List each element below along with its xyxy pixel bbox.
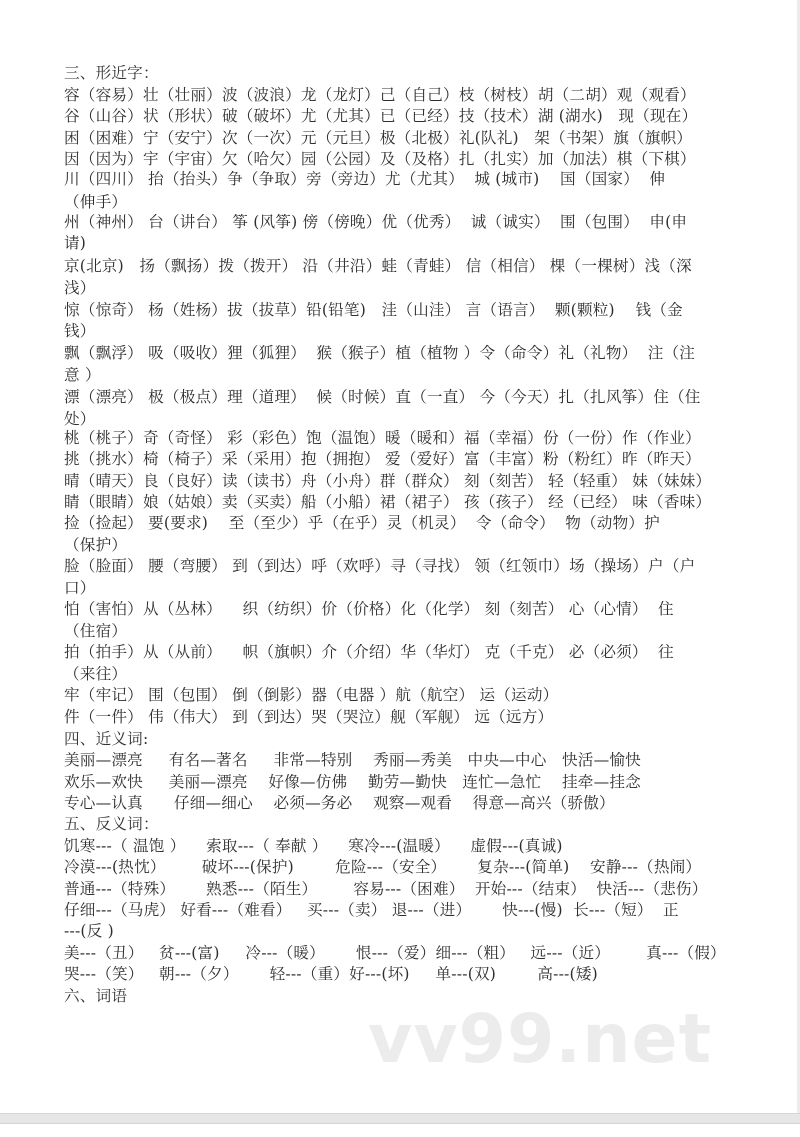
text-line: 普通---（特殊） 熟悉---（陌生） 容易---（困难） 开始---（结束） 快活---（悲伤） bbox=[64, 880, 708, 898]
text-line: 处） bbox=[64, 410, 96, 428]
text-line: 饥寒---（ 温饱 ） 索取---（ 奉献 ） 寒冷---(温暖） 虚假---(真诚) bbox=[64, 837, 563, 855]
text-line: 专心—认真 仔细—细心 必须—务必 观察—观看 得意—高兴（骄傲） bbox=[64, 794, 615, 812]
text-line: 件（一件） 伟（伟大） 到（到达）哭（哭泣）舰（军舰） 远（远方） bbox=[64, 708, 554, 726]
text-line: 欢乐—欢快 美丽—漂亮 好像—仿佛 勤劳—勤快 连忙—急忙 挂牵—挂念 bbox=[64, 773, 641, 791]
text-line: 哭---（笑） 朝---（夕） 轻---（重）好---(坏) 单---(双) 高---(矮) bbox=[64, 965, 598, 983]
text-line: 因（因为）宇（宇宙）欠（哈欠）园（公园）及（及格）扎（扎实）加（加法）棋（下棋） bbox=[64, 150, 696, 168]
text-line: （保护） bbox=[64, 536, 128, 554]
text-line: 桃（桃子）奇（奇怪） 彩（彩色）饱（温饱）暖（暖和）福（幸福）份（一份）作（作业） bbox=[64, 429, 701, 447]
text-line: （住宿） bbox=[64, 622, 128, 640]
text-line: 容（容易）壮（壮丽）波（波浪）龙（龙灯）己（自己）枝（树枝）胡（二胡）观（观看） bbox=[64, 86, 696, 104]
watermark: vv99.net bbox=[368, 1000, 713, 1079]
text-line: 谷（山谷）状（形状）破（破坏）尤（尤其）已（已经）技（技术）湖 (湖水) 现（现在） bbox=[64, 107, 698, 125]
text-line: （伸手） bbox=[64, 193, 128, 211]
text-line: 京(北京) 扬（飘扬）拨（拨开） 沿（井沿）蛙（青蛙） 信（相信） 棵（一棵树）浅（深 bbox=[64, 257, 692, 275]
text-line: 美丽—漂亮 有名—著名 非常—特别 秀丽—秀美 中央—中心 快活—愉快 bbox=[64, 751, 641, 769]
text-line: （来往） bbox=[64, 665, 128, 683]
text-line: 困（困难）宁（安宁）次（一次）元（元旦）极（北极）礼(队礼) 架（书架）旗（旗帜） bbox=[64, 129, 693, 147]
text-line: 意 ） bbox=[64, 366, 101, 384]
text-line: 仔细---（马虎） 好看---（难看） 买---（卖） 退---（进） 快---(慢) 长---（短） 正 bbox=[64, 901, 679, 919]
text-line: 拍（拍手）从（从前） 帜（旗帜）介（介绍）华（华灯） 克（千克） 必（必须） 往 bbox=[64, 643, 674, 661]
text-line: ---(反 ) bbox=[64, 922, 114, 940]
text-line: 美---（丑） 贫---(富) 冷---（暖） 恨---（爱）细---（粗） 远---（近） 真---（假） bbox=[64, 944, 726, 962]
section-heading-synonyms: 四、近义词: bbox=[64, 730, 149, 748]
text-line: 睛（眼睛）娘（姑娘）卖（买卖）船（小船）裙（裙子） 孩（孩子） 经（已经） 味（香味） bbox=[64, 493, 712, 511]
text-line: 请) bbox=[64, 234, 87, 252]
text-line: 晴（晴天）良（良好）读（读书）舟（小舟）群（群众） 刻（刻苦） 轻（轻重） 妹（妹妹） bbox=[64, 472, 712, 490]
text-line: 挑（挑水）椅（椅子）采（采用）抱（拥抱） 爱（爱好）富（丰富）粉（粉红）昨（昨天） bbox=[64, 450, 701, 468]
text-line: 浅） bbox=[64, 279, 96, 297]
text-line: 冷漠---(热忱） 破坏---(保护) 危险---（安全） 复杂---(简单) 安静---（热闹） bbox=[64, 858, 702, 876]
text-line: 惊（惊奇） 杨（姓杨）拔（拔草）铅(铅笔) 洼（山洼） 言（语言） 颗(颗粒) 钱（金 bbox=[64, 301, 683, 319]
text-line: 脸（脸面） 腰（弯腰） 到（到达）呼（欢呼）寻（寻找） 领（红领巾）场（操场）户（户 bbox=[64, 557, 696, 575]
text-line: 口） bbox=[64, 579, 96, 597]
text-line: 漂（漂亮） 极（极点）理（道理） 候（时候）直（一直） 今（今天）扎（扎风筝）住（住 bbox=[64, 388, 701, 406]
text-line: 捡（捡起） 要(要求) 至（至少）乎（在乎）灵（机灵） 令（命令） 物（动物）护 bbox=[64, 514, 660, 532]
text-line: 怕（害怕）从（丛林） 织（纺织）价（价格）化（化学） 刻（刻苦） 心（心情） 住 bbox=[64, 600, 674, 618]
text-line: 钱） bbox=[64, 322, 96, 340]
text-line: 川（四川） 抬（抬头）争（争取）旁（旁边）尤（尤其） 城 (城市) 国（国家） 伸 bbox=[64, 170, 666, 188]
section-heading-antonyms: 五、反义词： bbox=[64, 815, 159, 833]
text-line: 飘（飘浮） 吸（吸收）狸（狐狸） 猴（猴子）植（植物 ）令（命令）礼（礼物） 注（注 bbox=[64, 344, 696, 362]
next-page-top bbox=[0, 1124, 800, 1137]
text-line: 牢（牢记） 围（包围） 倒（倒影）器（电器 ）航（航空） 运（运动） bbox=[64, 686, 559, 704]
page-separator bbox=[0, 1113, 800, 1124]
text-line: 州（神州） 台（讲台） 筝 (风筝) 傍（傍晚）优（优秀） 诚（诚实） 围（包围） 申(申 bbox=[64, 213, 688, 231]
section-heading-phrases: 六、词语 bbox=[64, 987, 128, 1005]
section-heading-similar-chars: 三、形近字： bbox=[64, 64, 159, 82]
